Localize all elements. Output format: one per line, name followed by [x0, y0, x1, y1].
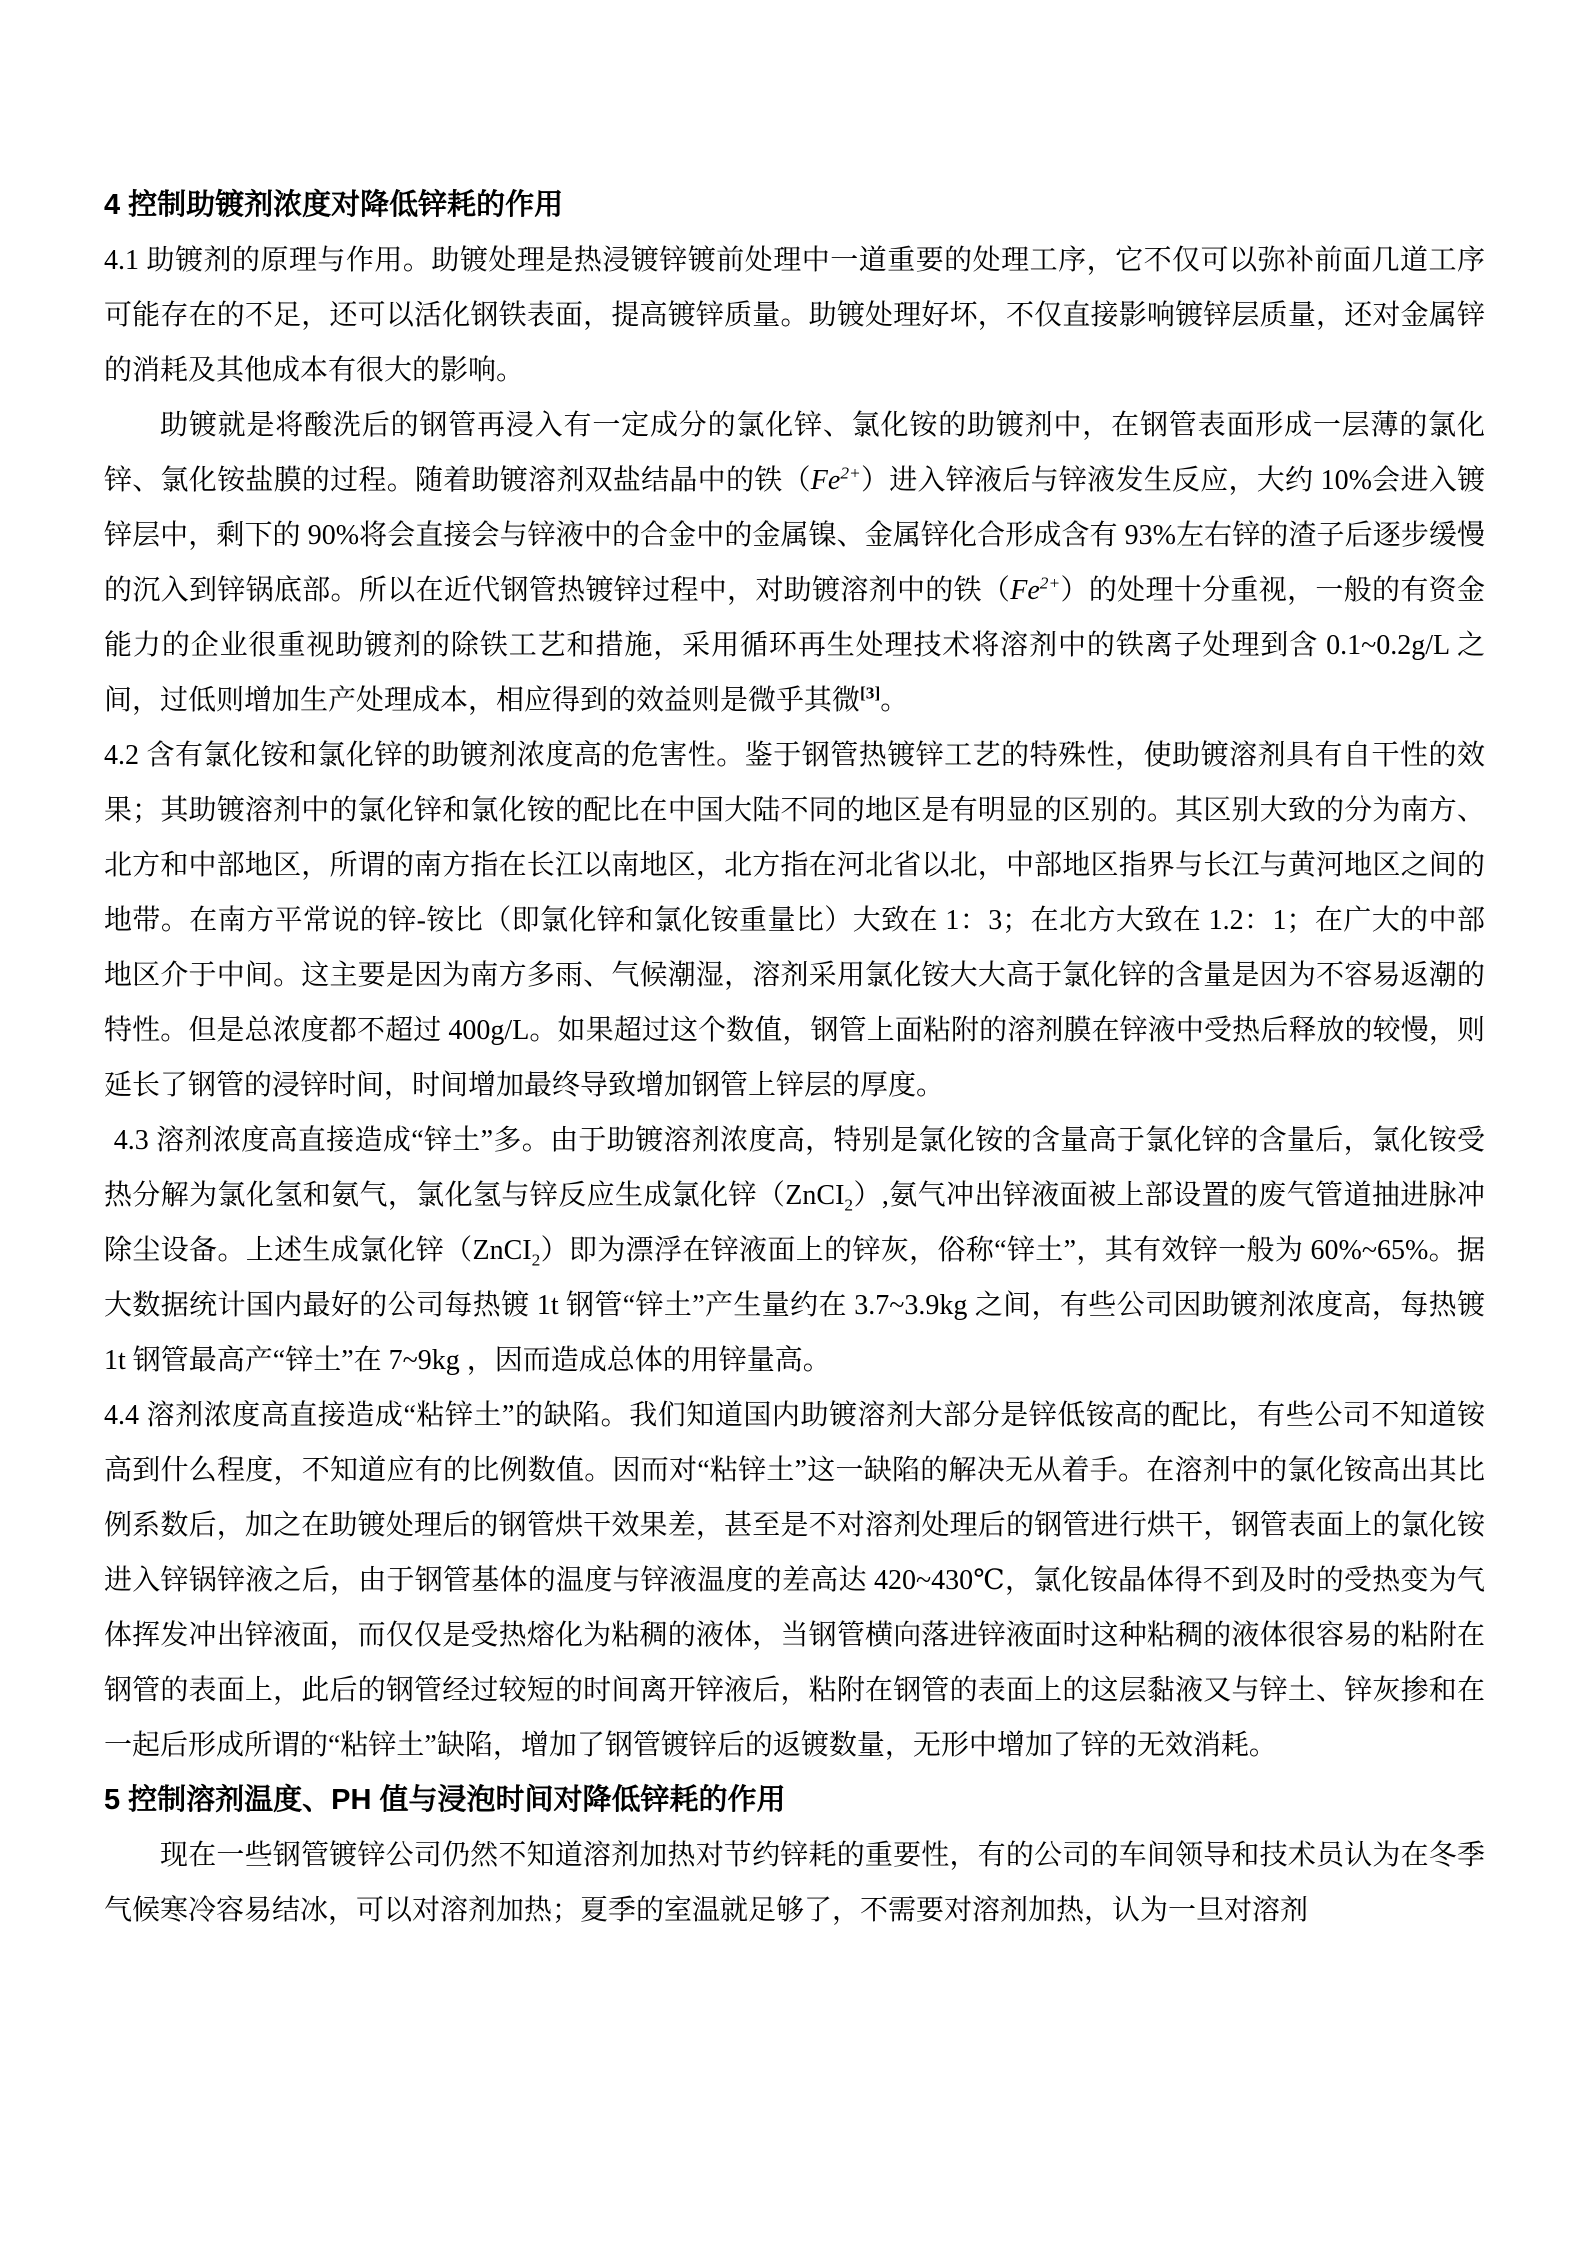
- paragraph-flux-process: [104, 398, 1485, 728]
- text-run: 4.3 溶剂浓度高直接造成“锌土”多。由于助镀溶剂浓度高，特别是氯化铵的含量高于氯化锌的含量后，氯化铵受热分解为氯化氢和氨气，氯化氢与锌反应生成氯化锌（ZnCI: [104, 1125, 1485, 1211]
- text-run: 4.2 含有氯化铵和氯化锌的助镀剂浓度高的危害性。鉴于钢管热镀锌工艺的特殊性，使助镀溶剂具有自干性的效果；其助镀溶剂中的氯化锌和氯化铵的配比在中国大陆不同的地区是有明显的区别的。其区别大致的分为南方、北方和中部地区，所谓的南方指在长江以南地区，北方指在河北省以北，中部地区指界与长江与黄河地区之间的地带。在南方平常说的锌-铵比（即氯化锌和氯化铵重量比）大致在 1：3；在北方大致在 1.2：1；在广大的中部地区介于中间。这主要是因为南方多雨、气候潮湿，溶剂采用氯化铵大大高于氯化锌的含量是因为不容易返潮的特性。但是总浓度都不超过 400g/L。如果超过这个数值，钢管上面粘附的溶剂膜在锌液中受热后释放的较慢，则延长了钢管的浸锌时间，时间增加最终导致增加钢管上锌层的厚度。: [104, 740, 1485, 1101]
- text-run: 4 控制助镀剂浓度对降低锌耗的作用: [104, 189, 564, 221]
- text-run: 2+: [1039, 573, 1061, 593]
- paragraph-4-2: [104, 728, 1485, 1113]
- text-run: 助镀就是将酸洗后的钢管再浸入有一定成分的氯化锌、氯化铵的助镀剂中，在钢管表面形成一层薄的氯化锌、氯化铵盐膜的过程。随着助镀溶剂双盐结晶中的铁（: [104, 410, 1485, 496]
- paragraph-4-4: [104, 1388, 1485, 1773]
- text-run: ）进入锌液后与锌液发生反应，大约 10%会进入镀锌层中，剩下的 90%将会直接会与锌液中的合金中的金属镍、金属锌化合形成含有 93%左右锌的渣子后逐步缓慢的沉入到锌锅底部。所以在近代钢管热镀锌过程中，对助镀溶剂中的铁（: [104, 465, 1485, 606]
- text-run: 4.1 助镀剂的原理与作用。助镀处理是热浸镀锌镀前处理中一道重要的处理工序，它不仅可以弥补前面几道工序可能存在的不足，还可以活化钢铁表面，提高镀锌质量。助镀处理好坏，不仅直接影响镀锌层质量，还对金属锌的消耗及其他成本有很大的影响。: [104, 245, 1485, 386]
- text-run: [3]: [860, 683, 881, 703]
- text-run: 。: [880, 685, 909, 716]
- paragraph-solvent-heating: [104, 1828, 1485, 1938]
- paragraph-4-1: [104, 233, 1485, 398]
- text-run: 5 控制溶剂温度、PH 值与浸泡时间对降低锌耗的作用: [104, 1784, 786, 1816]
- text-run: 2+: [840, 463, 861, 483]
- text-run: ）的处理十分重视，一般的有资金能力的企业很重视助镀剂的除铁工艺和措施，采用循环再生处理技术将溶剂中的铁离子处理到含 0.1~0.2g/L 之间，过低则增加生产处理成本，相应得到的效益则是微乎其微: [104, 575, 1485, 716]
- text-run: 现在一些钢管镀锌公司仍然不知道溶剂加热对节约锌耗的重要性，有的公司的车间领导和技术员认为在冬季气候寒冷容易结冰，可以对溶剂加热；夏季的室温就足够了，不需要对溶剂加热，认为一旦对溶剂: [104, 1840, 1485, 1926]
- paragraph-4-3: [104, 1113, 1485, 1388]
- text-run: ）即为漂浮在锌液面上的锌灰，俗称“锌土”，其有效锌一般为 60%~65%。据大数据统计国内最好的公司每热镀 1t 钢管“锌土”产生量约在 3.7~3.9kg 之间，有些公司因助镀剂浓度高，每热镀 1t 钢管最高产“锌土”在 7~9kg ，因而造成总体的用锌量高。: [104, 1235, 1486, 1376]
- text-run: ）,氨气冲出锌液面被上部设置的废气管道抽进脉冲除尘设备。上述生成氯化锌（ZnCI: [104, 1180, 1485, 1266]
- section-5-heading: [104, 1773, 1485, 1828]
- text-run: Fe: [1010, 575, 1040, 606]
- text-run: 2: [531, 1250, 541, 1270]
- section-4-heading: [104, 178, 1485, 233]
- document-content: [104, 178, 1485, 1938]
- text-run: Fe: [810, 465, 841, 496]
- text-run: 2: [844, 1195, 854, 1215]
- text-run: 4.4 溶剂浓度高直接造成“粘锌土”的缺陷。我们知道国内助镀溶剂大部分是锌低铵高的配比，有些公司不知道铵高到什么程度，不知道应有的比例数值。因而对“粘锌土”这一缺陷的解决无从着手。在溶剂中的氯化铵高出其比例系数后，加之在助镀处理后的钢管烘干效果差，甚至是不对溶剂处理后的钢管进行烘干，钢管表面上的氯化铵进入锌锅锌液之后，由于钢管基体的温度与锌液温度的差高达 420~430℃，氯化铵晶体得不到及时的受热变为气体挥发冲出锌液面，而仅仅是受热熔化为粘稠的液体，当钢管横向落进锌液面时这种粘稠的液体很容易的粘附在钢管的表面上，此后的钢管经过较短的时间离开锌液后，粘附在钢管的表面上的这层黏液又与锌土、锌灰掺和在一起后形成所谓的“粘锌土”缺陷，增加了钢管镀锌后的返镀数量，无形中增加了锌的无效消耗。: [104, 1400, 1485, 1761]
